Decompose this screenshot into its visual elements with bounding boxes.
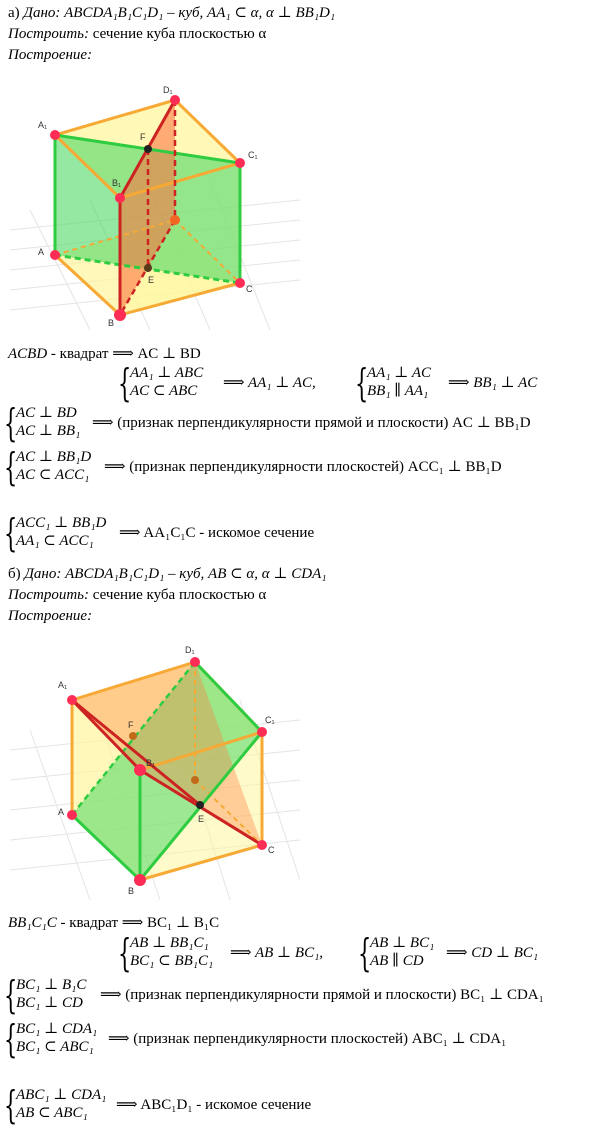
part-a-sys3-row1: AC ⊥ BD: [16, 405, 77, 421]
part-a-build-word: Построить:: [8, 26, 89, 42]
part-a-sys3-result: ⟹ (признак перпендикулярности прямой и плоскости) AC ⊥ BB₁D: [92, 415, 531, 431]
part-b-label-a1: A₁: [58, 680, 68, 690]
part-a-label-a: A: [38, 247, 45, 257]
part-b-sys1-row1: AB ⊥ BB₁C₁: [130, 935, 209, 951]
part-a-label-a1: A₁: [38, 120, 48, 130]
part-b-given-math: ABCDA₁B₁C₁D₁ – куб, AB ⊂ α, α ⊥ CDA₁: [65, 566, 327, 582]
part-a-sys1-row1: AA₁ ⊥ ABC: [130, 365, 204, 381]
part-b-label-e: E: [198, 814, 205, 824]
part-b-sys1-result: ⟹ AB ⊥ BC₁,: [230, 945, 324, 961]
part-a-square-line: [8, 345, 201, 363]
part-a-sys1-result: ⟹ AA₁ ⊥ AC,: [223, 375, 316, 391]
part-b-sys4-row2: BC₁ ⊂ ABC₁: [16, 1039, 94, 1055]
part-a-sys2-result: ⟹ BB₁ ⊥ AC: [448, 375, 538, 391]
part-b-construction-label: Построение:: [8, 608, 93, 624]
part-b-sys4-row1: BC₁ ⊥ CDA₁: [16, 1021, 98, 1037]
part-a-label-f: F: [140, 132, 146, 142]
part-b-sys5-row2: AB ⊂ ABC₁: [16, 1105, 88, 1121]
part-b-square-text: - квадрат ⟹ BC₁ ⊥ B₁C: [60, 915, 220, 931]
part-b-label-f: F: [128, 720, 134, 730]
part-b-given-line: [8, 565, 327, 583]
part-b-label-a: A: [58, 807, 65, 817]
part-a-build-text: сечение куба плоскостью α: [92, 26, 267, 42]
part-a-label-c1: C₁: [248, 150, 258, 160]
part-a-construction-label: Построение:: [8, 47, 93, 63]
part-a-label-b1: B₁: [112, 178, 122, 188]
part-a-label-b: B: [108, 318, 115, 328]
part-b-sys3-row1: BC₁ ⊥ B₁C: [16, 977, 87, 993]
part-a-sys1-row2: AC ⊂ ABC: [130, 383, 198, 399]
part-b-label: б): [8, 566, 21, 582]
part-b-build-line: [8, 586, 266, 604]
part-b-square-line: [8, 914, 219, 932]
part-a-label-c: C: [246, 284, 253, 294]
part-b-label-c: C: [268, 845, 275, 855]
part-b-cube-figure: [0, 640, 300, 900]
part-a-sys2-row1: AA₁ ⊥ AC: [367, 365, 432, 381]
part-a-given-word: Дано:: [23, 5, 61, 21]
part-a-label: а): [8, 5, 20, 21]
part-a-sys4-result: ⟹ (признак перпендикулярности плоскостей) ACC₁ ⊥ BB₁D: [104, 459, 502, 475]
part-b-sys2-row2: AB ∥ CD: [370, 953, 424, 969]
part-a-sys4-row1: AC ⊥ BB₁D: [16, 449, 92, 465]
part-b-sys4-result: ⟹ (признак перпендикулярности плоскостей) ABC₁ ⊥ CDA₁: [108, 1031, 507, 1047]
part-a-build-line: [8, 25, 266, 43]
part-b-build-word: Построить:: [8, 587, 89, 603]
part-b-sys3-row2: BC₁ ⊥ CD: [16, 995, 83, 1011]
part-b-build-text: сечение куба плоскостью α: [92, 587, 267, 603]
part-b-label-b1: B₁: [146, 758, 156, 768]
part-b-sys3-result: ⟹ (признак перпендикулярности прямой и плоскости) BC₁ ⊥ CDA₁: [100, 987, 544, 1003]
part-a-sys2-row2: BB₁ ∥ AA₁: [367, 383, 429, 399]
part-a-sys5-result: ⟹ AA₁C₁C - искомое сечение: [119, 525, 315, 541]
part-a-given-line: [8, 4, 335, 22]
part-b-label-d1: D₁: [185, 645, 195, 655]
part-b-sys1-row2: BC₁ ⊂ BB₁C₁: [130, 953, 214, 969]
part-a-square-text: - квадрат ⟹ AC ⊥ BD: [50, 346, 201, 362]
part-b-square-math: BB₁C₁C: [8, 915, 57, 931]
part-a-sys5-row1: ACC₁ ⊥ BB₁D: [16, 515, 107, 531]
part-b-given-word: Дано:: [24, 566, 62, 582]
part-a-label-e: E: [148, 275, 155, 285]
part-a-square-math: ACBD: [8, 346, 48, 362]
part-a-sys3-row2: AC ⊥ BB₁: [16, 423, 81, 439]
part-b-sys5-row1: ABC₁ ⊥ CDA₁: [16, 1087, 107, 1103]
part-a-sys4-row2: AC ⊂ ACC₁: [16, 467, 90, 483]
part-b-label-c1: C₁: [265, 715, 275, 725]
part-a-label-d1: D₁: [163, 85, 173, 95]
part-b-sys2-result: ⟹ CD ⊥ BC₁: [446, 945, 539, 961]
part-b-label-b: B: [128, 886, 135, 896]
part-a-given-math: ABCDA₁B₁C₁D₁ – куб, AA₁ ⊂ α, α ⊥ BB₁D₁: [64, 5, 336, 21]
part-a-cube-figure: [0, 80, 300, 330]
part-a-sys5-row2: AA₁ ⊂ ACC₁: [16, 533, 94, 549]
part-b-sys2-row1: AB ⊥ BC₁: [370, 935, 435, 951]
part-b-sys5-result: ⟹ ABC₁D₁ - искомое сечение: [116, 1097, 312, 1113]
